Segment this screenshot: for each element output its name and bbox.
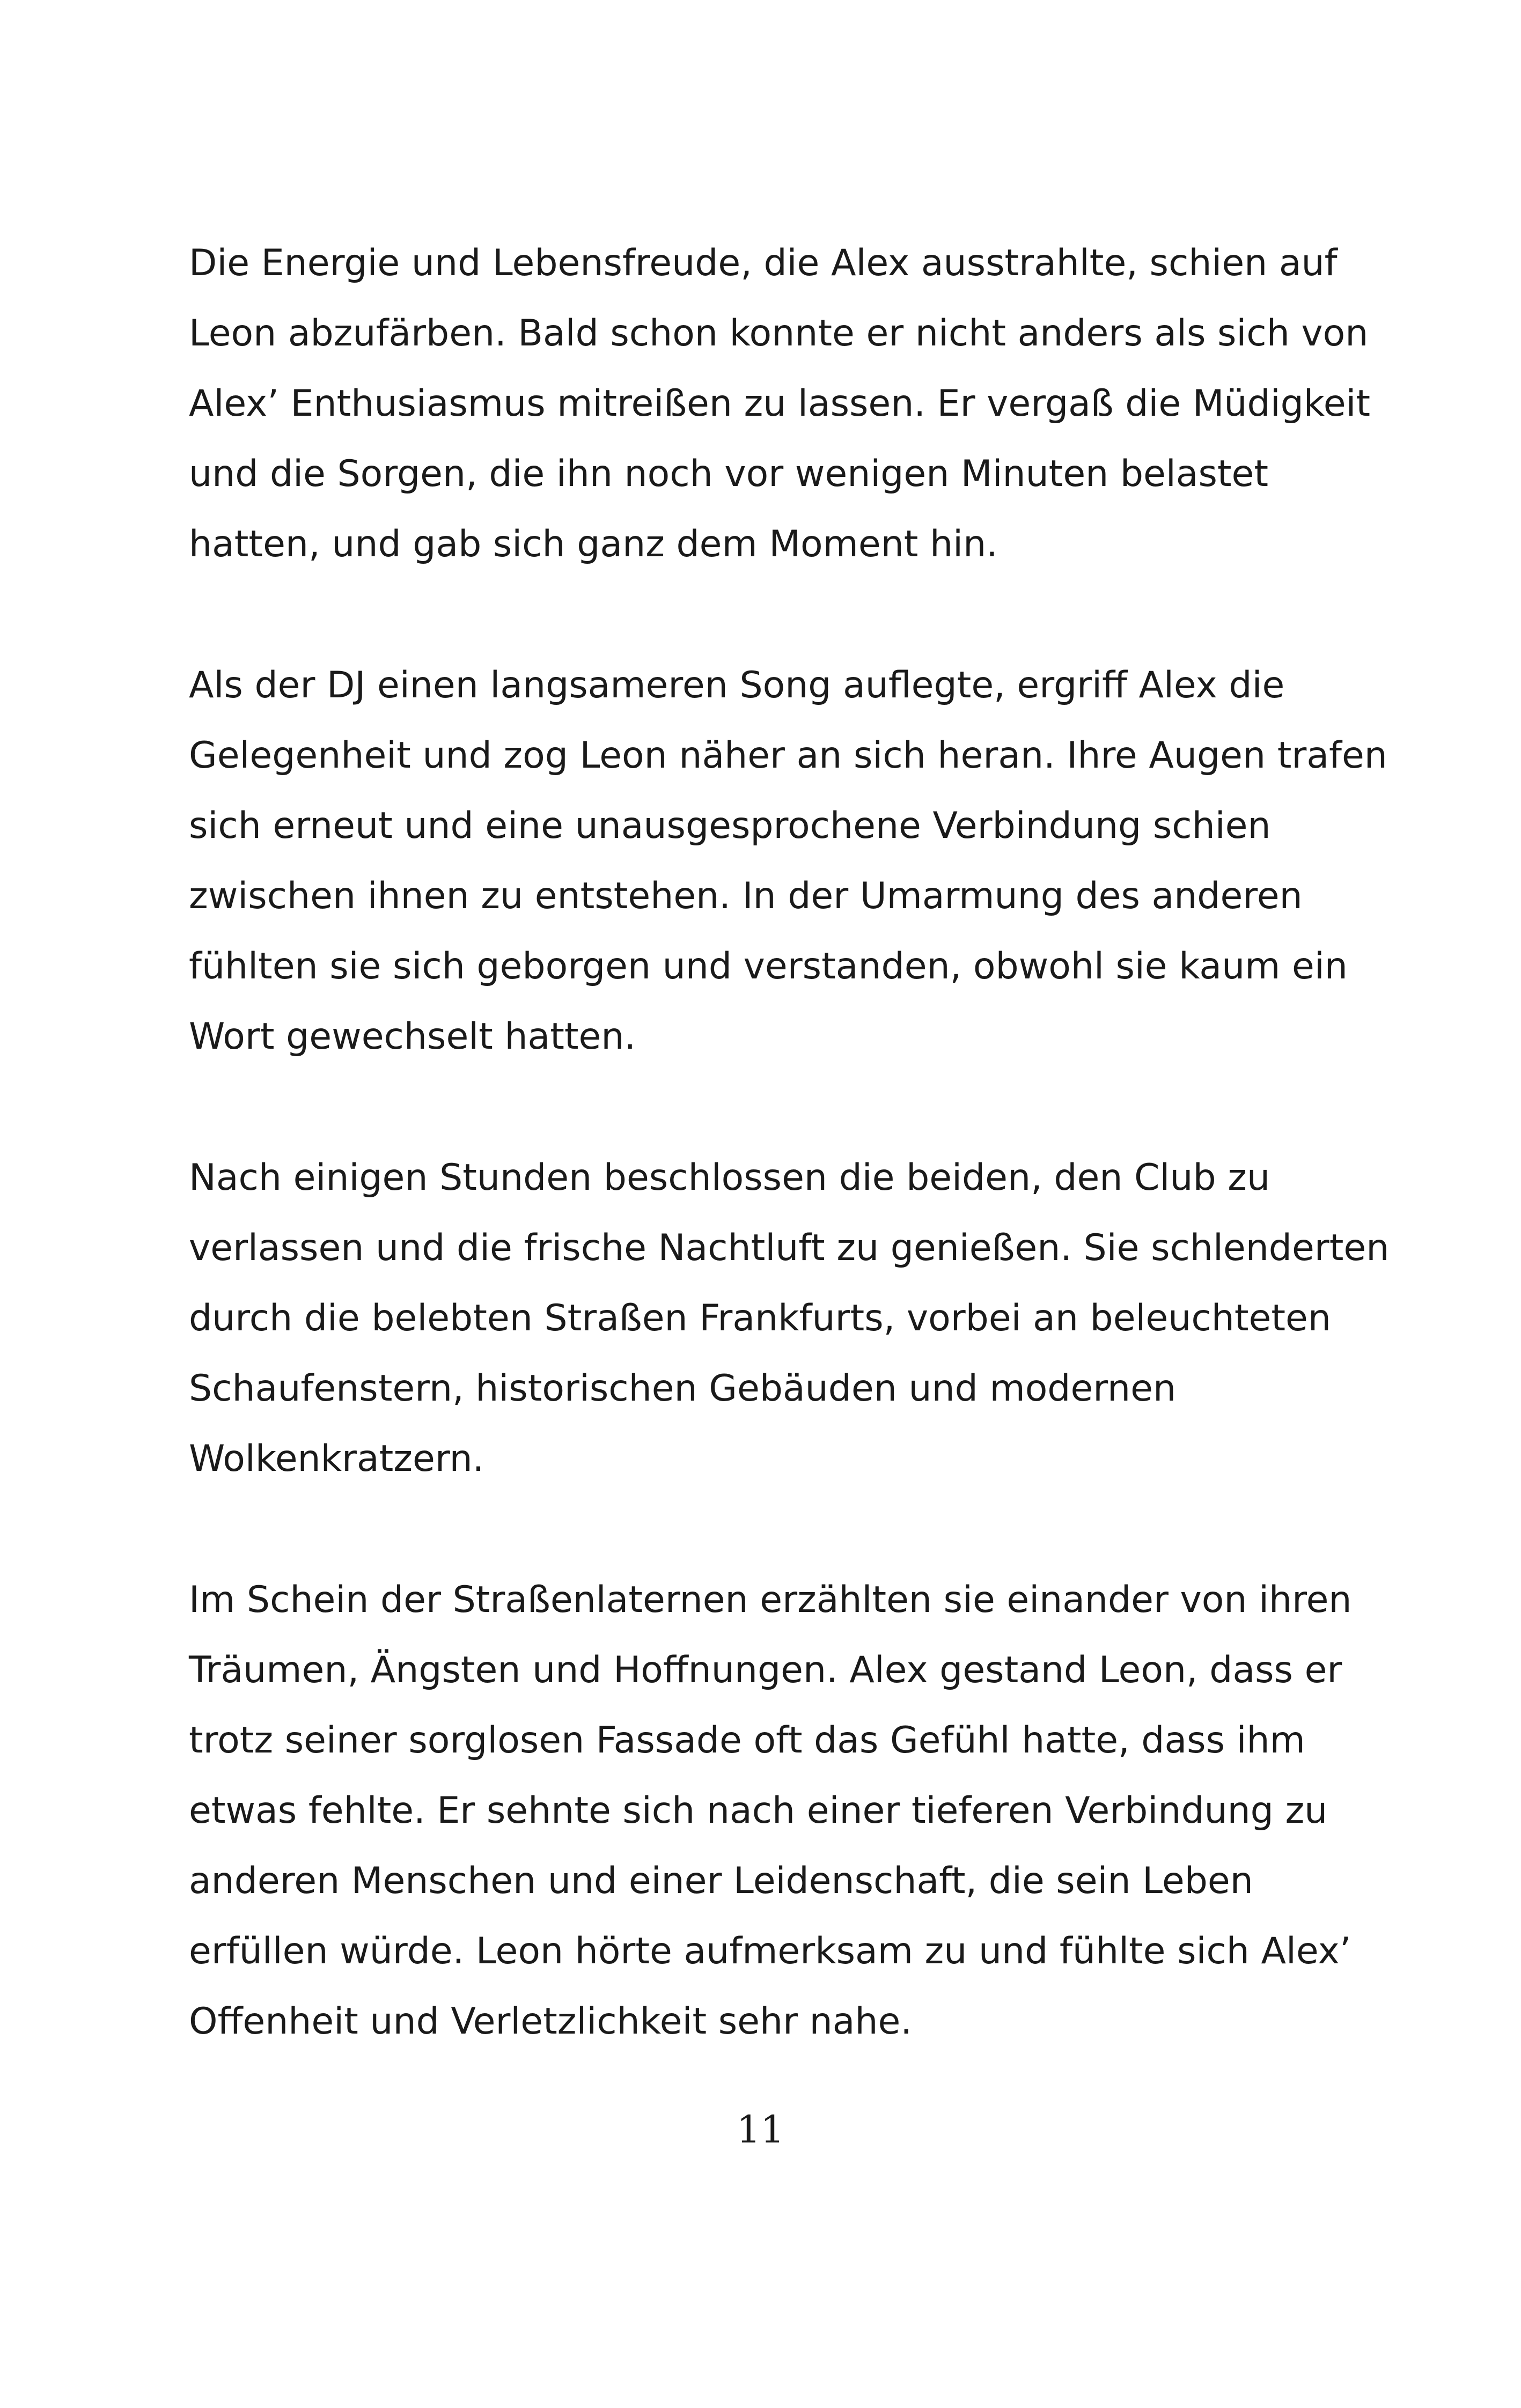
text-line: Träumen, Ängsten und Hoffnungen. Alex gestand Leon, dass er [189,1649,1342,1691]
paragraph-3 [189,1143,1390,1494]
text-line: zwischen ihnen zu entstehen. In der Umarmung des anderen [189,875,1303,917]
text-line: Offenheit und Verletzlichkeit sehr nahe. [189,2000,912,2043]
text-line: Als der DJ einen langsameren Song auflegte, ergriff Alex die [189,664,1285,706]
body-text [189,228,1390,2127]
text-line: Schaufenstern, historischen Gebäuden und modernen [189,1367,1177,1410]
paragraph-2 [189,650,1387,1072]
text-line: Wort gewechselt hatten. [189,1015,636,1058]
text-line: trotz seiner sorglosen Fassade oft das Gefühl hatte, dass ihm [189,1719,1305,1762]
text-line: Im Schein der Straßenlaternen erzählten sie einander von ihren [189,1579,1352,1621]
text-line: und die Sorgen, die ihn noch vor wenigen Minuten belastet [189,453,1269,495]
text-line: Alex’ Enthusiasmus mitreißen zu lassen. Er vergaß die Müdigkeit [189,382,1371,425]
text-line: fühlten sie sich geborgen und verstanden, obwohl sie kaum ein [189,945,1348,988]
text-line: Gelegenheit und zog Leon näher an sich heran. Ihre Augen trafen [189,734,1387,777]
text-line: Nach einigen Stunden beschlossen die beiden, den Club zu [189,1157,1270,1199]
text-line: durch die belebten Straßen Frankfurts, vorbei an beleuchteten [189,1297,1331,1339]
text-line: anderen Menschen und einer Leidenschaft, die sein Leben [189,1860,1253,1902]
text-line: erfüllen würde. Leon hörte aufmerksam zu und fühlte sich Alex’ [189,1930,1351,1972]
text-line: hatten, und gab sich ganz dem Moment hin. [189,523,998,565]
page-number: 11 [736,2108,785,2152]
text-line: etwas fehlte. Er sehnte sich nach einer tieferen Verbindung zu [189,1790,1328,1832]
paragraph-1 [189,228,1371,579]
paragraph-4 [189,1565,1352,2057]
text-line: Die Energie und Lebensfreude, die Alex ausstrahlte, schien auf [189,242,1338,284]
text-line: Leon abzufärben. Bald schon konnte er nicht anders als sich von [189,312,1369,355]
text-line: sich erneut und eine unausgesprochene Verbindung schien [189,805,1271,847]
text-line: Wolkenkratzern. [189,1438,484,1480]
text-line: verlassen und die frische Nachtluft zu genießen. Sie schlenderten [189,1227,1390,1269]
